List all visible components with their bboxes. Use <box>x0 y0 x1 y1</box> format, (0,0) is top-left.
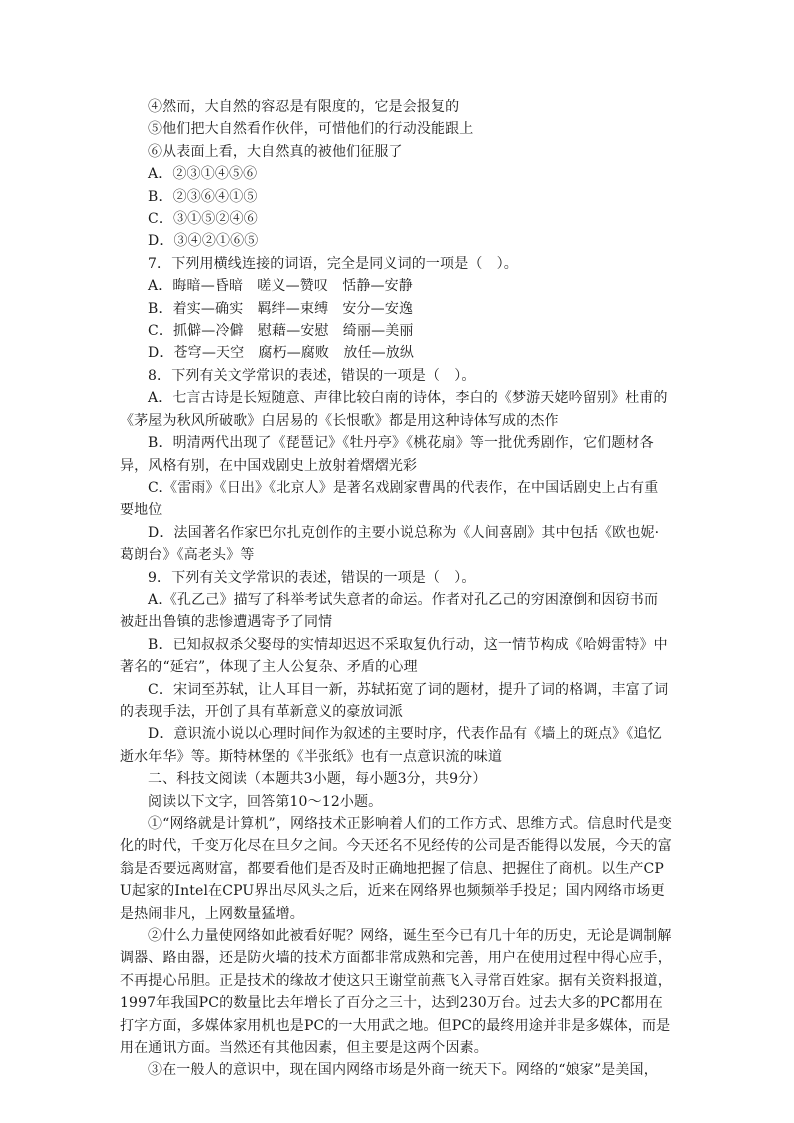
q8-choice-a: A．七言古诗是长短随意、声律比较白南的诗体，李白的《梦游天姥吟留别》杜甫的《茅屋为秋风所破歌》白居易的《长恨歌》都是用这种诗体写成的杰作 <box>120 390 668 429</box>
question-8: 8．下列有关文学常识的表述，错误的一项是（ ）。 <box>148 367 476 384</box>
question-9: 9．下列有关文学常识的表述，错误的一项是（ ）。 <box>148 569 476 586</box>
q9-choice-d: D．意识流小说以心理时间作为叙述的主要时序，代表作品有《墙上的斑点》《追忆逝水年华》等。斯特林堡的《半张纸》也有一点意识流的味道 <box>120 726 662 765</box>
passage-paragraph-1: ①“网络就是计算机”，网络技术正影响着人们的工作方式、思维方式。信息时代是变化的时代，千变万化尽在旦夕之间。今天还名不见经传的公司是否能得以发展，今天的富翁是否要远离财富，都要看他们是否及时正确地把握了信息、把握住了商机。以生产CPU起家的Intel在CPU界出尽风头之后，近来在网络界也频频举手投足；国内网络市场更是热闹非凡，上网数量猛增。 <box>120 816 673 922</box>
section-heading-science-reading: 二、科技文阅读（本题共3小题，每小题3分，共9分） <box>148 771 487 788</box>
choice-c: C．③①⑤②④⑥ <box>148 211 258 228</box>
q9-choice-a: A.《孔乙己》描写了科举考试失意者的命运。作者对孔乙己的穷困潦倒和因窃书而被赶出鲁镇的悲惨遭遇寄予了同情 <box>120 591 659 631</box>
document-page <box>120 96 672 1082</box>
reading-instruction: 阅读以下文字，回答第10～12小题。 <box>148 793 383 810</box>
choice-b: B．②③⑥④①⑤ <box>148 188 258 205</box>
q8-choice-b: B．明清两代出现了《琵琶记》《牡丹亭》《桃花扇》等一批优秀剧作，它们题材各异，风格有别，在中国戏剧史上放射着熠熠光彩 <box>120 435 654 474</box>
q7-choice-b: B．着实—确实 羁绊—束缚 安分—安逸 <box>148 300 414 317</box>
q9-choice-c: C．宋词至苏轼，让人耳目一新，苏轼拓宽了词的题材，提升了词的格调，丰富了词的表现手法，开创了具有革新意义的豪放词派 <box>120 681 669 720</box>
choice-d: D．③④②①⑥⑤ <box>148 233 259 250</box>
q7-choice-a: A．晦暗—昏暗 嗟义—赞叹 恬静—安静 <box>148 278 413 295</box>
choice-a: A．②③①④⑤⑥ <box>148 166 258 183</box>
option-sentence-4: ④然而，大自然的容忍是有限度的，它是会报复的 <box>148 99 460 115</box>
q8-choice-c: C.《雷雨》《日出》《北京人》是著名戏剧家曹禺的代表作，在中国话剧史上占有重要地位 <box>120 479 659 519</box>
q7-choice-c: C．抓僻—冷僻 慰藉—安慰 绮丽—美丽 <box>148 323 414 340</box>
q8-choice-d: D．法国著名作家巴尔扎克创作的主要小说总称为《人间喜剧》其中包括《欧也妮·葛朗台》《高老头》等 <box>120 524 660 564</box>
q7-choice-d: D．苍穹—天空 腐朽—腐败 放任—放纵 <box>148 345 415 362</box>
question-7: 7．下列用横线连接的词语，完全是同义词的一项是（ ）。 <box>148 255 518 272</box>
option-sentence-6: ⑥从表面上看，大自然真的被他们征服了 <box>148 143 403 160</box>
option-sentence-5: ⑤他们把大自然看作伙伴，可惜他们的行动没能跟上 <box>148 121 474 138</box>
passage-paragraph-2: ②什么力量使网络如此被看好呢？网络，诞生至今已有几十年的历史，无论是调制解调器、路由器，还是防火墙的技术方面都非常成熟和完善，用户在使用过程中得心应手，不再提心吊胆。正是技术的缘故才使这只王谢堂前燕飞入寻常百姓家。据有关资料报道，1997年我国PC的数量比去年增长了百分之三十，达到230万台。过去大多的PC都用在打字方面，多媒体家用机也是PC的一大用武之地。但PC的最终用途并非是多媒体，而是用在通讯方面。当然还有其他因素，但主要是这两个因素。 <box>120 928 672 1057</box>
passage-paragraph-3: ③在一般人的意识中，现在国内网络市场是外商一统天下。网络的“娘家”是美国， <box>148 1062 658 1079</box>
q9-choice-b: B．已知叔叔杀父娶母的实情却迟迟不采取复仇行动，这一情节构成《哈姆雷特》中著名的“延宕”，体现了主人公复杂、矛盾的心理 <box>120 636 668 676</box>
